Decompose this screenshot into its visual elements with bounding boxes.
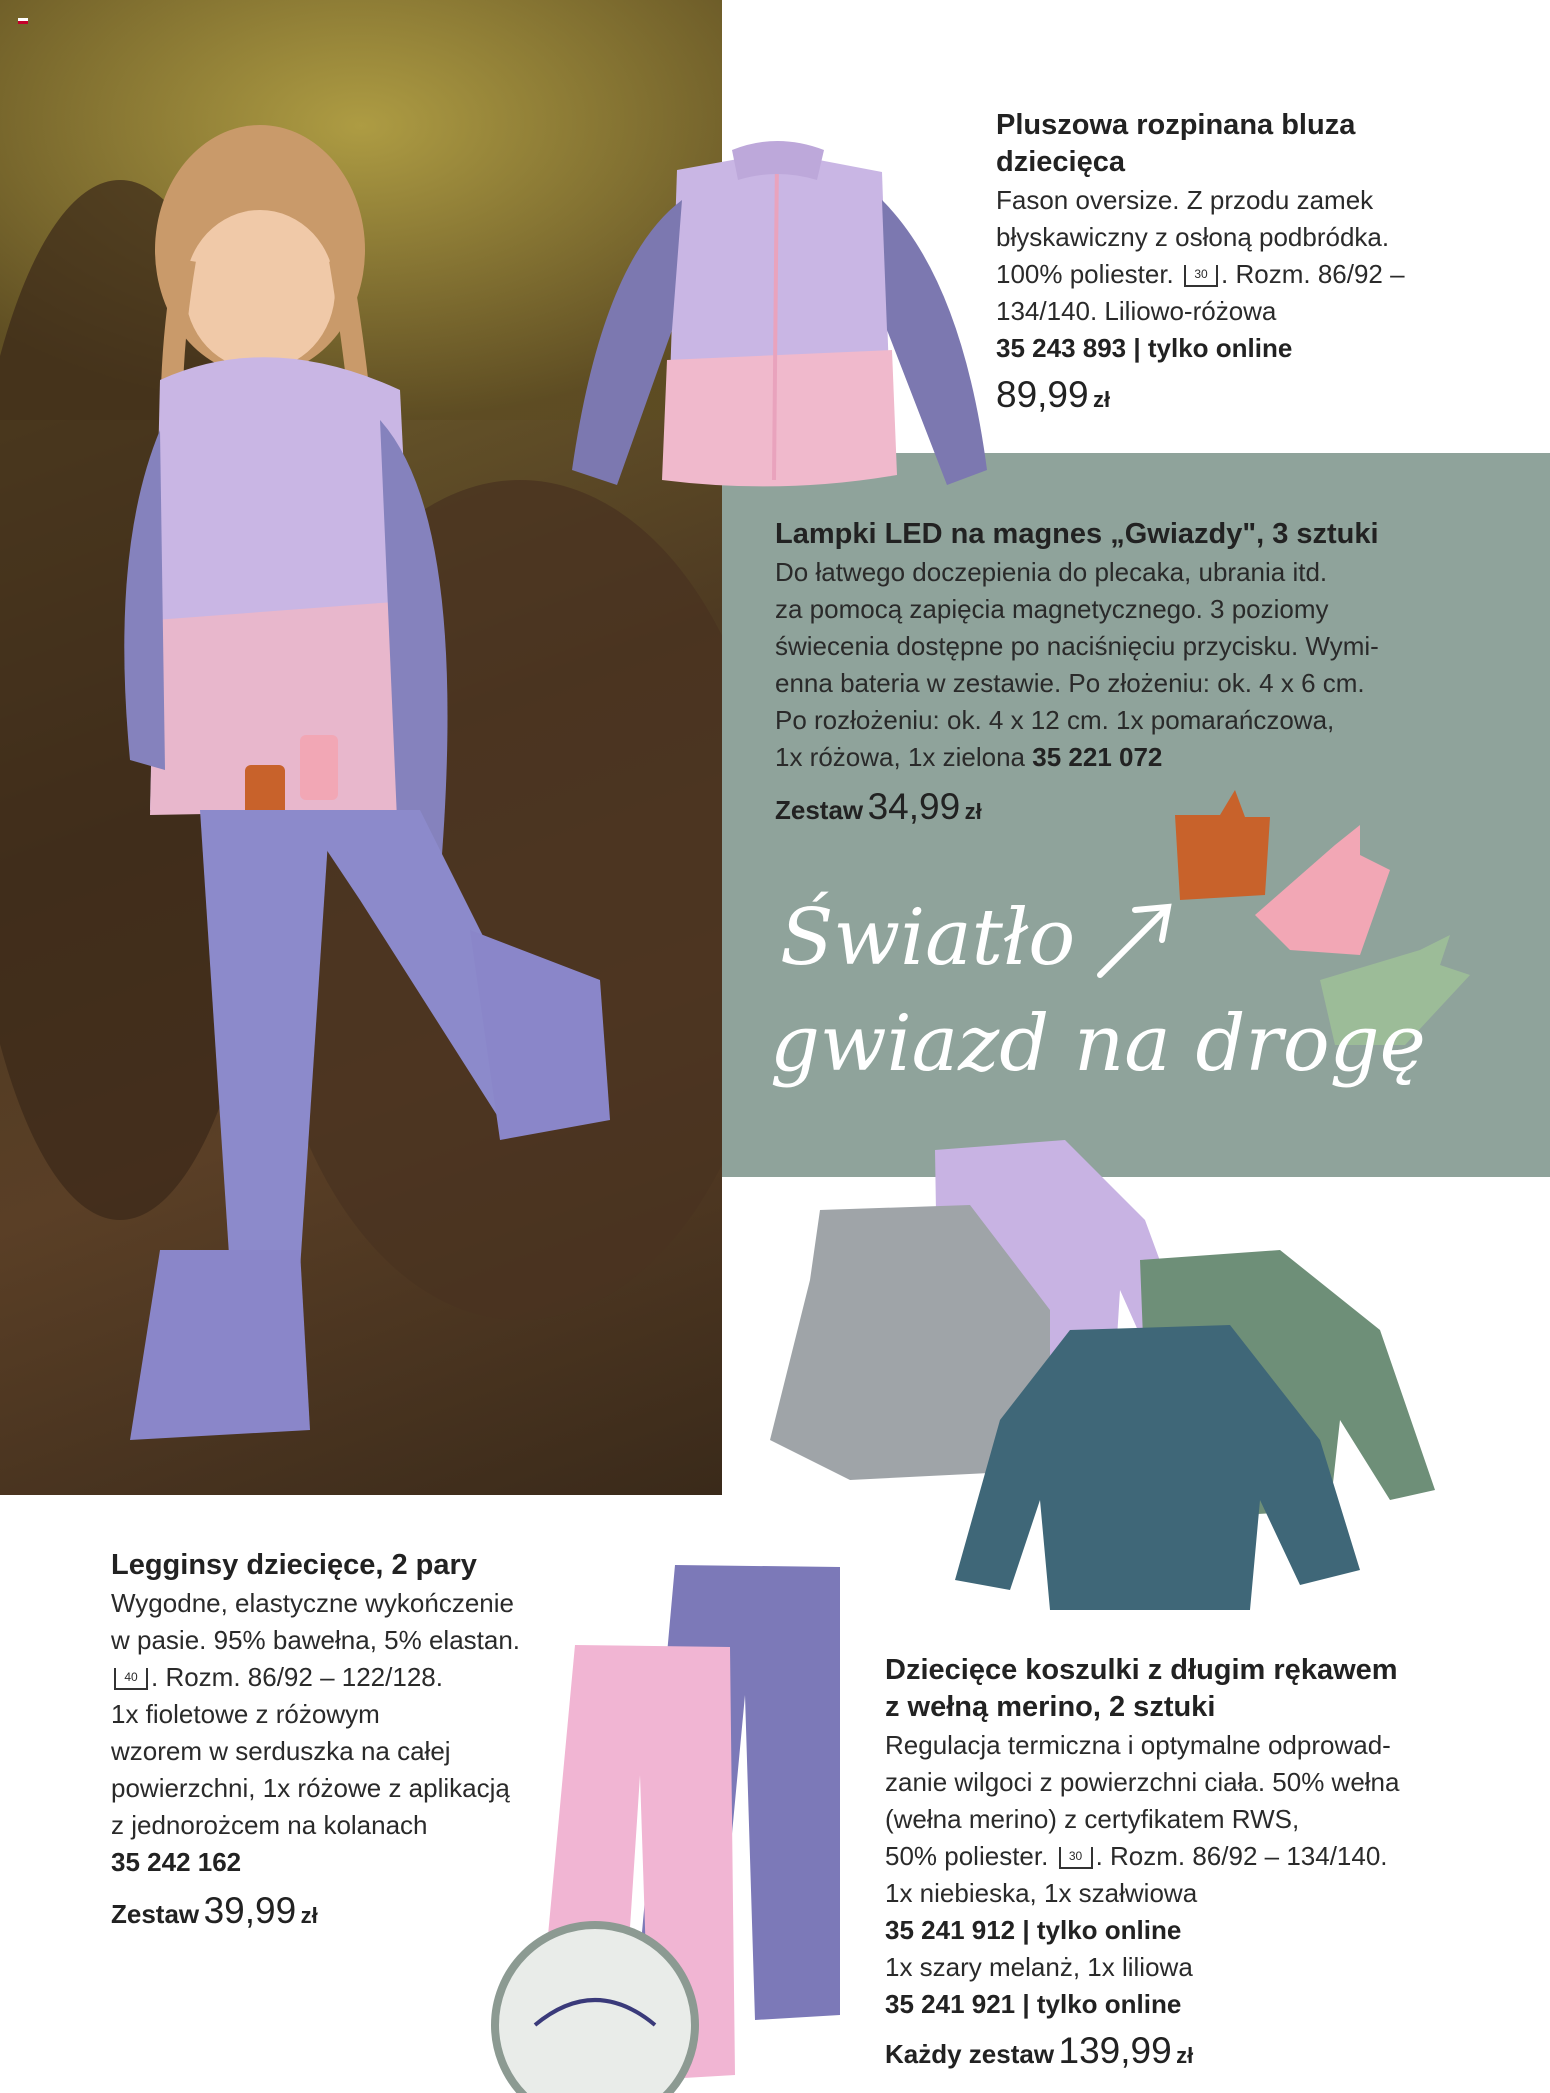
arrow-icon — [1090, 895, 1180, 985]
led-desc-line: świecenia dostępne po naciśnięciu przycisku. Wymi- — [775, 631, 1379, 661]
hoodie-title: Pluszowa rozpinana bluza dziecięca — [996, 109, 1356, 178]
slogan-line1: Światło — [780, 893, 1076, 983]
led-price-block — [775, 786, 982, 828]
shirts-desc-line: (wełna merino) z certyfikatem RWS, — [885, 1804, 1300, 1834]
led-desc-line: za pomocą zapięcia magnetycznego. 3 poziomy — [775, 594, 1329, 624]
led-price-label: Zestaw — [775, 795, 864, 825]
hoodie-desc-line: 134/140. Liliowo-różowa — [996, 296, 1277, 326]
led-desc-line: Po rozłożeniu: ok. 4 x 12 cm. 1x pomarańczowa, — [775, 705, 1335, 735]
leggings-code: 35 242 162 — [111, 1847, 242, 1877]
shirts-desc-line: zanie wilgoci z powierzchni ciała. 50% wełna — [885, 1767, 1400, 1797]
shirts-material: 50% poliester. — [885, 1841, 1049, 1871]
shirts-code-1: 35 241 912 | tylko online — [885, 1915, 1182, 1945]
leggings-desc-line: wzorem w serduszka na całej — [111, 1736, 451, 1766]
shirts-title-line: Dziecięce koszulki z długim rękawem — [885, 1654, 1398, 1686]
led-title: Lampki LED na magnes „Gwiazdy", 3 sztuki — [775, 518, 1379, 550]
leggings-price: 39,99 — [203, 1890, 297, 1931]
leggings-desc-line: w pasie. 95% bawełna, 5% elastan. — [111, 1625, 521, 1655]
leggings-price-block — [111, 1890, 318, 1932]
hoodie-code: 35 243 893 | tylko online — [996, 333, 1293, 363]
leggings-size: . Rozm. 86/92 – 122/128. — [151, 1662, 443, 1692]
hoodie-currency: zł — [1093, 387, 1111, 412]
leggings-desc-line: 1x fioletowe z różowym — [111, 1699, 380, 1729]
leggings-desc-line: powierzchni, 1x różowe z aplikacją — [111, 1773, 510, 1803]
led-description — [775, 554, 1515, 776]
shirts-title — [885, 1652, 1505, 1726]
shirts-size: . Rozm. 86/92 – 134/140. — [1095, 1841, 1388, 1871]
wash-40-icon: 40 — [114, 1668, 148, 1690]
hoodie-description — [996, 182, 1496, 367]
hoodie-price: 89,99 — [996, 374, 1089, 415]
led-currency: zł — [964, 799, 982, 824]
shirts-price-label: Każdy zestaw — [885, 2039, 1055, 2069]
shirts-desc-line: Regulacja termiczna i optymalne odprowad- — [885, 1730, 1391, 1760]
led-colors: 1x różowa, 1x zielona — [775, 742, 1026, 772]
flag-icon — [18, 18, 28, 24]
leggings-desc-line: z jednorożcem na kolanach — [111, 1810, 428, 1840]
leggings-image — [395, 1555, 855, 2093]
leggings-price-label: Zestaw — [111, 1899, 200, 1929]
wash-30-icon: 30 — [1059, 1847, 1093, 1869]
led-desc-line: Do łatwego doczepienia do plecaka, ubrania itd. — [775, 557, 1328, 587]
led-price: 34,99 — [867, 786, 961, 827]
hoodie-material: 100% poliester. — [996, 259, 1174, 289]
hoodie-desc-line: Fason oversize. Z przodu zamek — [996, 185, 1374, 215]
shirts-code-2: 35 241 921 | tylko online — [885, 1989, 1182, 2019]
leggings-currency: zł — [300, 1903, 318, 1928]
leggings-title: Legginsy dziecięce, 2 pary — [111, 1549, 477, 1581]
led-code: 35 221 072 — [1032, 742, 1163, 772]
shirts-description — [885, 1727, 1505, 2023]
slogan-line2: gwiazd na drogę — [770, 999, 1426, 1089]
shirts-currency: zł — [1176, 2043, 1194, 2068]
shirts-price: 139,99 — [1058, 2030, 1172, 2071]
wash-30-icon: 30 — [1184, 265, 1218, 287]
hoodie-size: . Rozm. 86/92 – — [1221, 259, 1405, 289]
hoodie-price-block — [996, 374, 1110, 416]
shirts-desc-line: 1x niebieska, 1x szałwiowa — [885, 1878, 1198, 1908]
leggings-desc-line: Wygodne, elastyczne wykończenie — [111, 1588, 514, 1618]
shirts-price-block — [885, 2030, 1193, 2072]
shirts-desc-line — [885, 1838, 1505, 1875]
shirts-image — [760, 1130, 1500, 1610]
led-desc-line: enna bateria w zestawie. Po złożeniu: ok. 4 x 6 cm. — [775, 668, 1365, 698]
shirts-desc-line: 1x szary melanż, 1x liliowa — [885, 1952, 1193, 1982]
led-desc-line — [775, 739, 1515, 776]
shirts-title-line: z wełną merino, 2 sztuki — [885, 1691, 1216, 1723]
hoodie-image — [562, 140, 1002, 500]
hoodie-desc-line: błyskawiczny z osłoną podbródka. — [996, 222, 1390, 252]
hoodie-desc-line — [996, 256, 1496, 293]
